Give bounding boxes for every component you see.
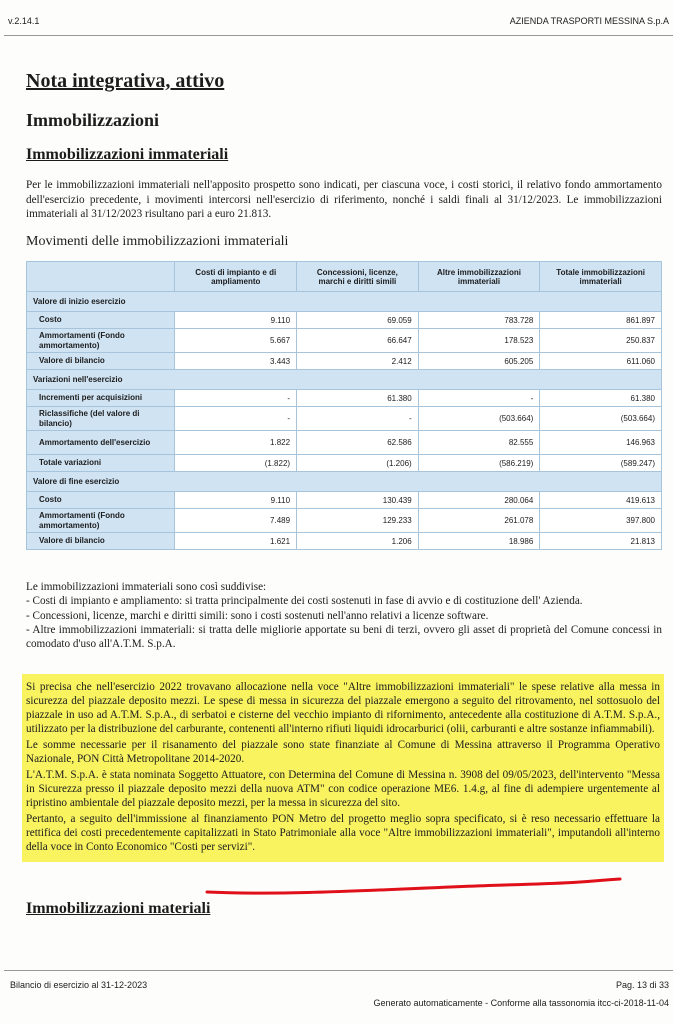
table-cell: - — [297, 407, 419, 431]
table-cell: 61.380 — [540, 390, 662, 407]
breakdown-list — [26, 580, 662, 652]
table-cell: 3.443 — [175, 353, 297, 370]
row-label: Incrementi per acquisizioni — [27, 390, 175, 407]
table-cell: (589.247) — [540, 455, 662, 472]
red-underline-mark — [205, 876, 625, 898]
column-header: Costi di impianto e di ampliamento — [175, 262, 297, 292]
group-title: Valore di inizio esercizio — [27, 292, 662, 312]
table-row — [27, 509, 662, 533]
table-row — [27, 431, 662, 455]
row-label: Valore di bilancio — [27, 353, 175, 370]
section-title: Immobilizzazioni — [26, 110, 159, 130]
table-cell: 2.412 — [297, 353, 419, 370]
movements-table — [26, 261, 662, 550]
table-group-row — [27, 472, 662, 492]
table-row — [27, 312, 662, 329]
table-cell: (1.206) — [297, 455, 419, 472]
table-cell: 178.523 — [418, 329, 540, 353]
group-title: Variazioni nell'esercizio — [27, 370, 662, 390]
table-cell: - — [175, 390, 297, 407]
row-label: Ammortamenti (Fondo ammortamento) — [27, 329, 175, 353]
table-cell: 130.439 — [297, 492, 419, 509]
table-cell: 1.822 — [175, 431, 297, 455]
table-header-row — [27, 262, 662, 292]
table-row — [27, 492, 662, 509]
table-cell: 611.060 — [540, 353, 662, 370]
company-name: AZIENDA TRASPORTI MESSINA S.p.A — [509, 16, 669, 26]
column-header: Altre immobilizzazioni immateriali — [418, 262, 540, 292]
table-cell: 146.963 — [540, 431, 662, 455]
table-cell: 1.621 — [175, 533, 297, 550]
table-row — [27, 390, 662, 407]
list-intro: Le immobilizzazioni immateriali sono così suddivise: — [26, 581, 267, 593]
table-cell: 1.206 — [297, 533, 419, 550]
row-label: Valore di bilancio — [27, 533, 175, 550]
table-cell: 605.205 — [418, 353, 540, 370]
table-cell: 280.064 — [418, 492, 540, 509]
table-row — [27, 353, 662, 370]
note-paragraph: Pertanto, a seguito dell'immissione al finanziamento PON Metro del progetto meglio sopra specificato, si è reso necessario effettuare la rettifica dei costi precedentemente capitalizzati in Stato Patrimoniale alla voce "Altre immobilizzazioni immateriali", imputandoli all'interno della voce in Conto Economico "Costi per servizi". — [26, 813, 660, 853]
table-cell: (586.219) — [418, 455, 540, 472]
page-number: Pag. 13 di 33 — [615, 980, 669, 990]
table-cell: 419.613 — [540, 492, 662, 509]
table-cell: 21.813 — [540, 533, 662, 550]
table-cell: (503.664) — [540, 407, 662, 431]
table-title: Movimenti delle immobilizzazioni immateriali — [26, 234, 289, 249]
row-label: Ammortamenti (Fondo ammortamento) — [27, 509, 175, 533]
table-cell: 7.489 — [175, 509, 297, 533]
highlighted-note — [22, 674, 664, 862]
note-paragraph: Le somme necessarie per il risanamento del piazzale sono state finanziate al Comune di Messina attraverso il Programma Operativo Nazionale, PON Città Metropolitane 2014-2020. — [26, 739, 660, 765]
table-cell: 9.110 — [175, 312, 297, 329]
note-paragraph: Si precisa che nell'esercizio 2022 trovavano allocazione nella voce "Altre immobilizzazioni immateriali" le spese relative alla messa in sicurezza del piazzale deposito mezzi. Le spese di messa in sicurezza del piazzale emergono a seguito del ritrovamento, nel sottosuolo del piazzale in uso ad A.T.M. S.p.A., di serbatoi e cisterne del vecchio impianto di rifornimento, antecedente alla costituzione di A.T.M. S.p.A., utilizzato per la distribuzione del carburante, contenenti all'interno rifiuti liquidi idrocarburici (olii, carburanti e altre sostanze infiammabili). — [26, 681, 660, 735]
table-cell: 861.897 — [540, 312, 662, 329]
table-cell: 250.837 — [540, 329, 662, 353]
table-cell: 129.233 — [297, 509, 419, 533]
subsection-title: Immobilizzazioni immateriali — [26, 146, 229, 163]
row-label: Costo — [27, 312, 175, 329]
row-label: Totale variazioni — [27, 455, 175, 472]
table-group-row — [27, 370, 662, 390]
note-paragraph: L'A.T.M. S.p.A. è stata nominata Soggetto Attuatore, con Determina del Comune di Messina n. 3908 del 09/05/2023, dell'intervento "Messa in Sicurezza presso il piazzale deposito mezzi della nuova ATM" con codice operazione ME6. 1.4.g, al fine di adempiere urgentemente al ripristino ambientale del piazzale deposito mezzi, per la messa in sicurezza del sito. — [26, 769, 660, 809]
table-cell: 261.078 — [418, 509, 540, 533]
table-corner-cell — [27, 262, 175, 292]
list-item: - Costi di impianto e ampliamento: si tratta principalmente dei costi sostenuti in fase di avvio e di costituzione dell' Azienda. — [26, 595, 583, 608]
table-cell: - — [418, 390, 540, 407]
table-row — [27, 455, 662, 472]
table-row — [27, 407, 662, 431]
column-header: Concessioni, licenze, marchi e diritti simili — [297, 262, 419, 292]
table-cell: 783.728 — [418, 312, 540, 329]
table-cell: 82.555 — [418, 431, 540, 455]
column-header: Totale immobilizzazioni immateriali — [540, 262, 662, 292]
row-label: Ammortamento dell'esercizio — [27, 431, 175, 455]
table-cell: 62.586 — [297, 431, 419, 455]
footer-divider — [4, 970, 673, 971]
next-subsection-title: Immobilizzazioni materiali — [26, 900, 211, 917]
table-cell: (1.822) — [175, 455, 297, 472]
page-title: Nota integrativa, attivo — [26, 70, 225, 92]
software-version: v.2.14.1 — [8, 16, 40, 26]
row-label: Riclassifiche (del valore di bilancio) — [27, 407, 175, 431]
intro-paragraph: Per le immobilizzazioni immateriali nell'apposito prospetto sono indicati, per ciascuna voce, i costi storici, il relativo fondo ammortamento dell'esercizio precedente, i movimenti intercorsi nell'esercizio di riferimento, nonché i saldi finali al 31/12/2023. Le immobilizzazioni immateriali al 31/12/2023 risultano pari a euro 21.813. — [26, 179, 662, 221]
generation-note: Generato automaticamente - Conforme alla tassonomia itcc-ci-2018-11-04 — [373, 998, 669, 1008]
table-cell: 69.059 — [297, 312, 419, 329]
table-cell: 9.110 — [175, 492, 297, 509]
footer-document-title: Bilancio di esercizio al 31-12-2023 — [10, 980, 148, 990]
table-row — [27, 533, 662, 550]
table-cell: 5.667 — [175, 329, 297, 353]
row-label: Costo — [27, 492, 175, 509]
table-cell: 66.647 — [297, 329, 419, 353]
header-divider — [4, 35, 673, 36]
table-group-row — [27, 292, 662, 312]
table-row — [27, 329, 662, 353]
table-cell: (503.664) — [418, 407, 540, 431]
table-cell: 397.800 — [540, 509, 662, 533]
group-title: Valore di fine esercizio — [27, 472, 662, 492]
list-item: - Concessioni, licenze, marchi e diritti simili: sono i costi sostenuti nell'anno relativi a licenze software. — [26, 609, 489, 622]
list-item: - Altre immobilizzazioni immateriali: si tratta delle migliorie apportate su beni di terzi, ovvero gli asset di proprietà del Comune concessi in comodato d'uso all'A.T.M. S.p.A. — [26, 623, 662, 651]
table-cell: - — [175, 407, 297, 431]
table-cell: 61.380 — [297, 390, 419, 407]
table-cell: 18.986 — [418, 533, 540, 550]
